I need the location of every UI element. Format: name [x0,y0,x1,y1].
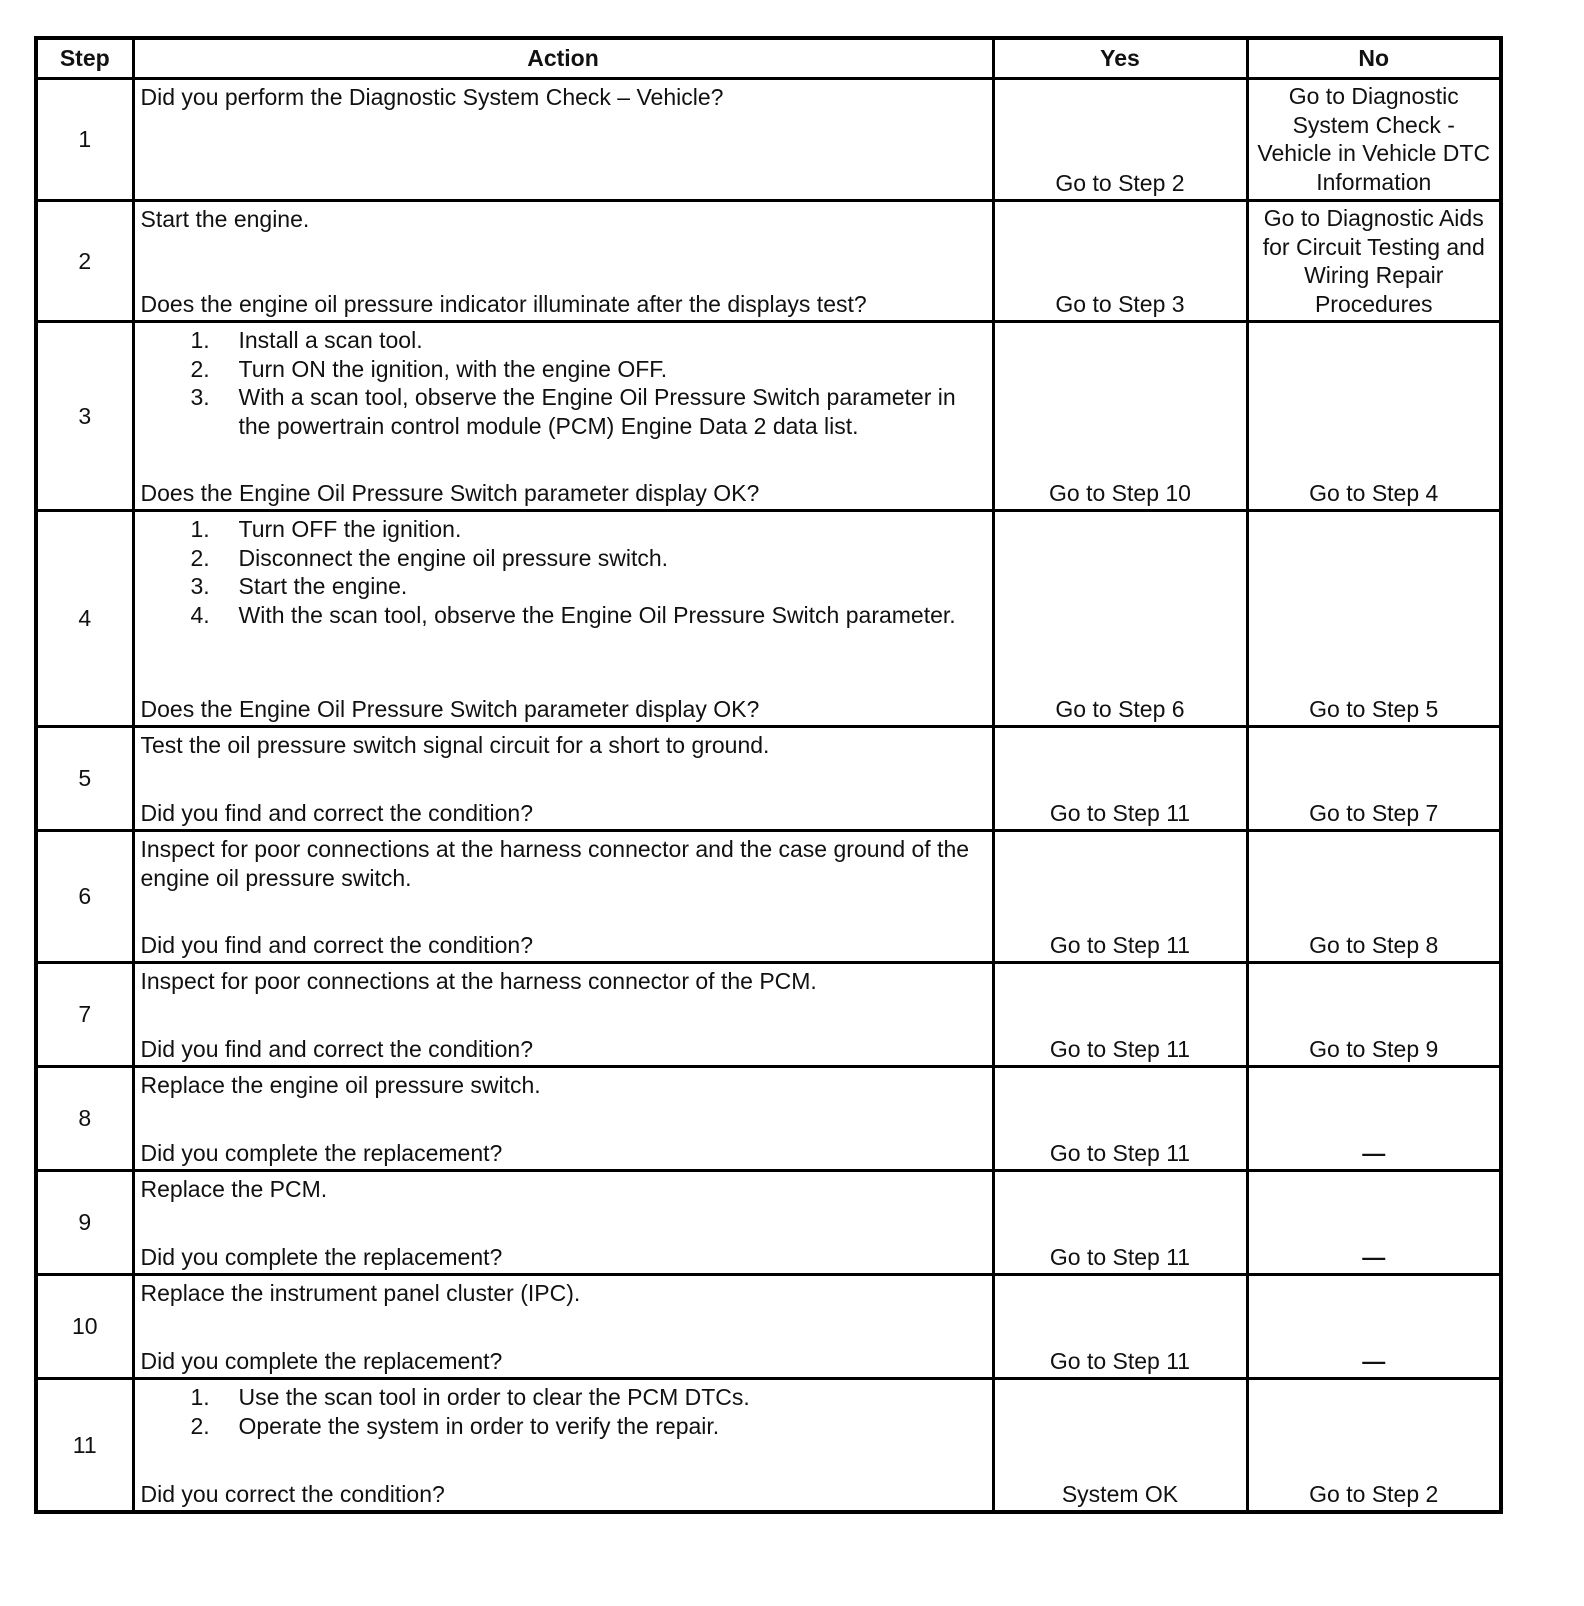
step-number: 7 [36,963,133,1067]
list-item-number: 3. [190,384,210,410]
action-question: Did you find and correct the condition? [140,931,534,958]
action-cell [133,1171,993,1275]
list-item-number: 2. [190,544,210,571]
yes-result: Go to Step 11 [993,963,1247,1067]
action-numbered-list [141,326,986,440]
action-cell [133,1067,993,1171]
action-question: Does the Engine Oil Pressure Switch parameter display OK? [140,479,760,506]
action-question: Does the Engine Oil Pressure Switch parameter display OK? [140,695,760,722]
list-item [141,572,986,601]
action-instruction: Inspect for poor connections at the harness connector of the PCM. [140,968,817,994]
table-row [36,1379,1501,1513]
table-row [36,1067,1501,1171]
action-body [141,1175,986,1204]
no-result: Go to Step 2 [1247,1379,1501,1513]
action-body [141,515,986,629]
no-result: Go to Step 9 [1247,963,1501,1067]
list-item-number: 3. [190,573,210,599]
list-item-text: Use the scan tool in order to clear the PCM DTCs. [238,1384,750,1410]
action-question: Did you perform the Diagnostic System Check – Vehicle? [140,84,724,110]
no-result: — [1247,1171,1501,1275]
header-no: No [1247,38,1501,79]
step-number: 1 [36,79,133,201]
header-step: Step [36,38,133,79]
list-item-text: Turn OFF the ignition. [238,516,462,542]
yes-result: Go to Step 3 [993,201,1247,322]
step-number: 5 [36,727,133,831]
action-body [141,1383,986,1440]
list-item-text: Start the engine. [238,573,408,599]
action-body [141,205,986,234]
action-question: Does the engine oil pressure indicator illuminate after the displays test? [140,290,867,317]
action-numbered-list [141,515,986,629]
yes-result: System OK [993,1379,1247,1513]
action-body [141,1279,986,1308]
action-question: Did you find and correct the condition? [140,1035,534,1062]
yes-result: Go to Step 11 [993,1275,1247,1379]
step-number: 9 [36,1171,133,1275]
yes-result: Go to Step 10 [993,322,1247,511]
list-item [141,383,986,440]
list-item-number: 2. [190,355,210,382]
diagnostic-table-wrapper [34,36,1503,1514]
table-row [36,322,1501,511]
list-item-text: Disconnect the engine oil pressure switch. [238,544,669,571]
no-result: — [1247,1275,1501,1379]
table-row [36,831,1501,963]
no-result: Go to Diagnostic System Check - Vehicle in Vehicle DTC Information [1247,79,1501,201]
no-result: Go to Step 7 [1247,727,1501,831]
yes-result: Go to Step 6 [993,511,1247,727]
list-item [141,515,986,544]
table-row [36,79,1501,201]
action-body [141,835,986,892]
action-cell [133,963,993,1067]
list-item-text: Install a scan tool. [238,327,423,353]
yes-result: Go to Step 11 [993,1171,1247,1275]
list-item-text: With a scan tool, observe the Engine Oil Pressure Switch parameter in the powertrain control module (PCM) Engine Data 2 data list. [238,384,956,439]
list-item-number: 2. [190,1412,210,1439]
table-row [36,511,1501,727]
header-yes: Yes [993,38,1247,79]
header-action: Action [133,38,993,79]
step-number: 10 [36,1275,133,1379]
list-item [141,1383,986,1412]
list-item-number: 1. [190,516,210,542]
action-cell [133,1379,993,1513]
list-item-number: 4. [190,601,210,628]
table-row [36,963,1501,1067]
step-number: 2 [36,201,133,322]
no-result: Go to Step 4 [1247,322,1501,511]
action-numbered-list [141,1383,986,1440]
no-result: Go to Step 5 [1247,511,1501,727]
list-item-text: Operate the system in order to verify the repair. [238,1412,720,1439]
action-cell [133,727,993,831]
step-number: 8 [36,1067,133,1171]
list-item [141,326,986,355]
action-cell [133,511,993,727]
list-item [141,601,986,630]
table-row [36,727,1501,831]
yes-result: Go to Step 2 [993,79,1247,201]
action-question: Did you complete the replacement? [140,1243,503,1270]
action-question: Did you find and correct the condition? [140,799,534,826]
step-number: 3 [36,322,133,511]
list-item [141,544,986,573]
table-row [36,201,1501,322]
table-body [36,79,1501,1513]
step-number: 11 [36,1379,133,1513]
no-result: Go to Diagnostic Aids for Circuit Testing and Wiring Repair Procedures [1247,201,1501,322]
yes-result: Go to Step 11 [993,727,1247,831]
list-item [141,355,986,384]
action-cell [133,831,993,963]
action-instruction: Replace the instrument panel cluster (IPC). [140,1280,581,1306]
action-cell [133,322,993,511]
action-instruction: Inspect for poor connections at the harness connector and the case ground of the engine oil pressure switch. [140,836,970,891]
action-body [141,731,986,760]
yes-result: Go to Step 11 [993,831,1247,963]
table-row [36,1171,1501,1275]
yes-result: Go to Step 11 [993,1067,1247,1171]
list-item-text: Turn ON the ignition, with the engine OFF. [238,355,668,382]
action-body [141,326,986,440]
list-item-text: With the scan tool, observe the Engine Oil Pressure Switch parameter. [238,601,956,628]
action-instruction: Test the oil pressure switch signal circuit for a short to ground. [140,732,770,758]
diagnostic-table [34,36,1503,1514]
action-question: Did you correct the condition? [140,1480,445,1507]
no-result: — [1247,1067,1501,1171]
step-number: 4 [36,511,133,727]
table-row [36,1275,1501,1379]
action-cell [133,79,993,201]
header-row [36,38,1501,79]
action-instruction: Replace the engine oil pressure switch. [140,1072,541,1098]
step-number: 6 [36,831,133,963]
action-instruction: Replace the PCM. [140,1176,328,1202]
action-cell [133,201,993,322]
no-result: Go to Step 8 [1247,831,1501,963]
action-instruction: Start the engine. [140,206,310,232]
list-item-number: 1. [190,327,210,353]
list-item-number: 1. [190,1384,210,1410]
action-body [141,967,986,996]
action-body [141,1071,986,1100]
action-question: Did you complete the replacement? [140,1139,503,1166]
list-item [141,1412,986,1441]
action-question: Did you complete the replacement? [140,1347,503,1374]
action-cell [133,1275,993,1379]
